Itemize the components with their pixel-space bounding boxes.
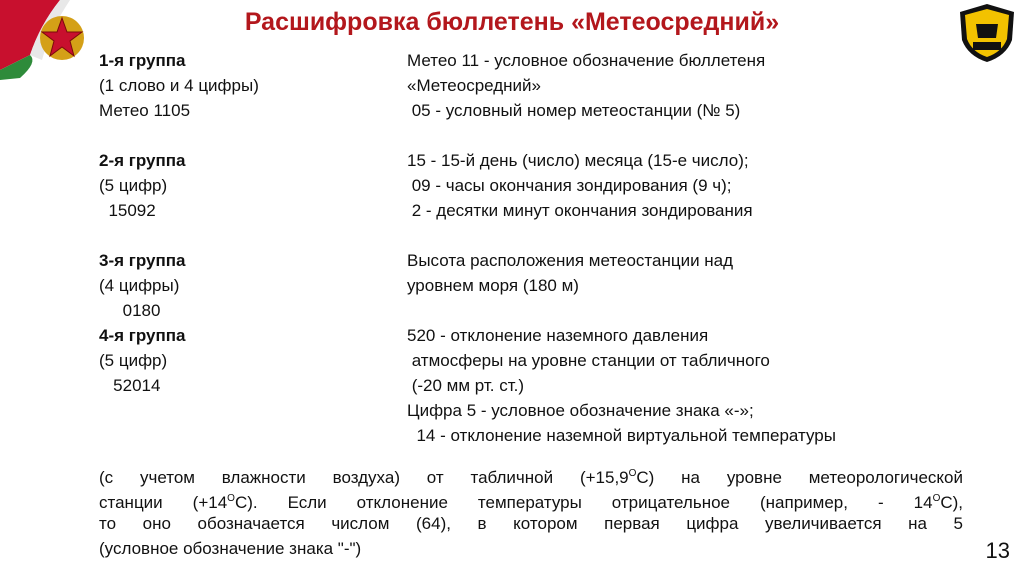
explanation-line: Цифра 5 - условное обозначение знака «-»; [407,401,754,420]
group-1-title: 1-я группа [99,51,186,70]
explanation-line: (-20 мм рт. ст.) [407,376,524,395]
temperature-paragraph [99,461,963,561]
group-4-value: 52014 [99,376,161,395]
explanation-line: «Метеосредний» [407,76,541,95]
explanation-line: 14 - отклонение наземной виртуальной температуры [407,426,836,445]
group-4-description: (5 цифр) [99,351,168,370]
page-number: 13 [985,538,1010,563]
paragraph-line-3: то оно обозначается числом (64), в котором первая цифра увеличивается на 5 [99,514,963,533]
paragraph-line-4: (условное обозначение знака "-") [99,539,362,558]
explanation-line: 15 - 15-й день (число) месяца (15-е число); [407,151,749,170]
group-2-value: 15092 [99,201,156,220]
paragraph-line-1 [99,461,963,486]
paragraph-text: (с учетом влажности воздуха) от табличной (+15,9 [99,468,629,487]
degree-sign: O [932,493,941,504]
paragraph-text: станции (+14 [99,493,228,512]
group-labels-column [99,48,399,398]
explanation-line: 520 - отклонение наземного давления [407,326,709,345]
group-3-value: 0180 [99,301,161,320]
explanation-line: 2 - десятки минут окончания зондирования [407,201,753,220]
degree-sign: O [227,493,235,504]
explanation-line: Метео 11 - условное обозначение бюллетеня [407,51,766,70]
group-4-title: 4-я группа [99,326,186,345]
group-1-value: Метео 1105 [99,101,191,120]
paragraph-text: С). Если отклонение температуры отрицательное (например, - 14 [234,493,933,512]
paragraph-text: С), [940,493,964,512]
page-title: Расшифровка бюллетень «Метеосредний» [244,8,780,36]
paragraph-text: С) на уровне метеорологической [636,468,964,487]
explanation-line: атмосферы на уровне станции от табличного [407,351,770,370]
group-1-description: (1 слово и 4 цифры) [99,76,259,95]
group-3-description: (4 цифры) [99,276,180,295]
explanation-line: 05 - условный номер метеостанции (№ 5) [407,101,741,120]
group-3-title: 3-я группа [99,251,186,270]
degree-sign: O [628,468,637,479]
explanation-line: уровнем моря (180 м) [407,276,579,295]
group-2-description: (5 цифр) [99,176,168,195]
paragraph-line-2 [99,486,963,511]
group-2-title: 2-я группа [99,151,186,170]
explanation-line: 09 - часы окончания зондирования (9 ч); [407,176,732,195]
explanation-line: Высота расположения метеостанции над [407,251,734,270]
explanations-column [407,48,967,448]
